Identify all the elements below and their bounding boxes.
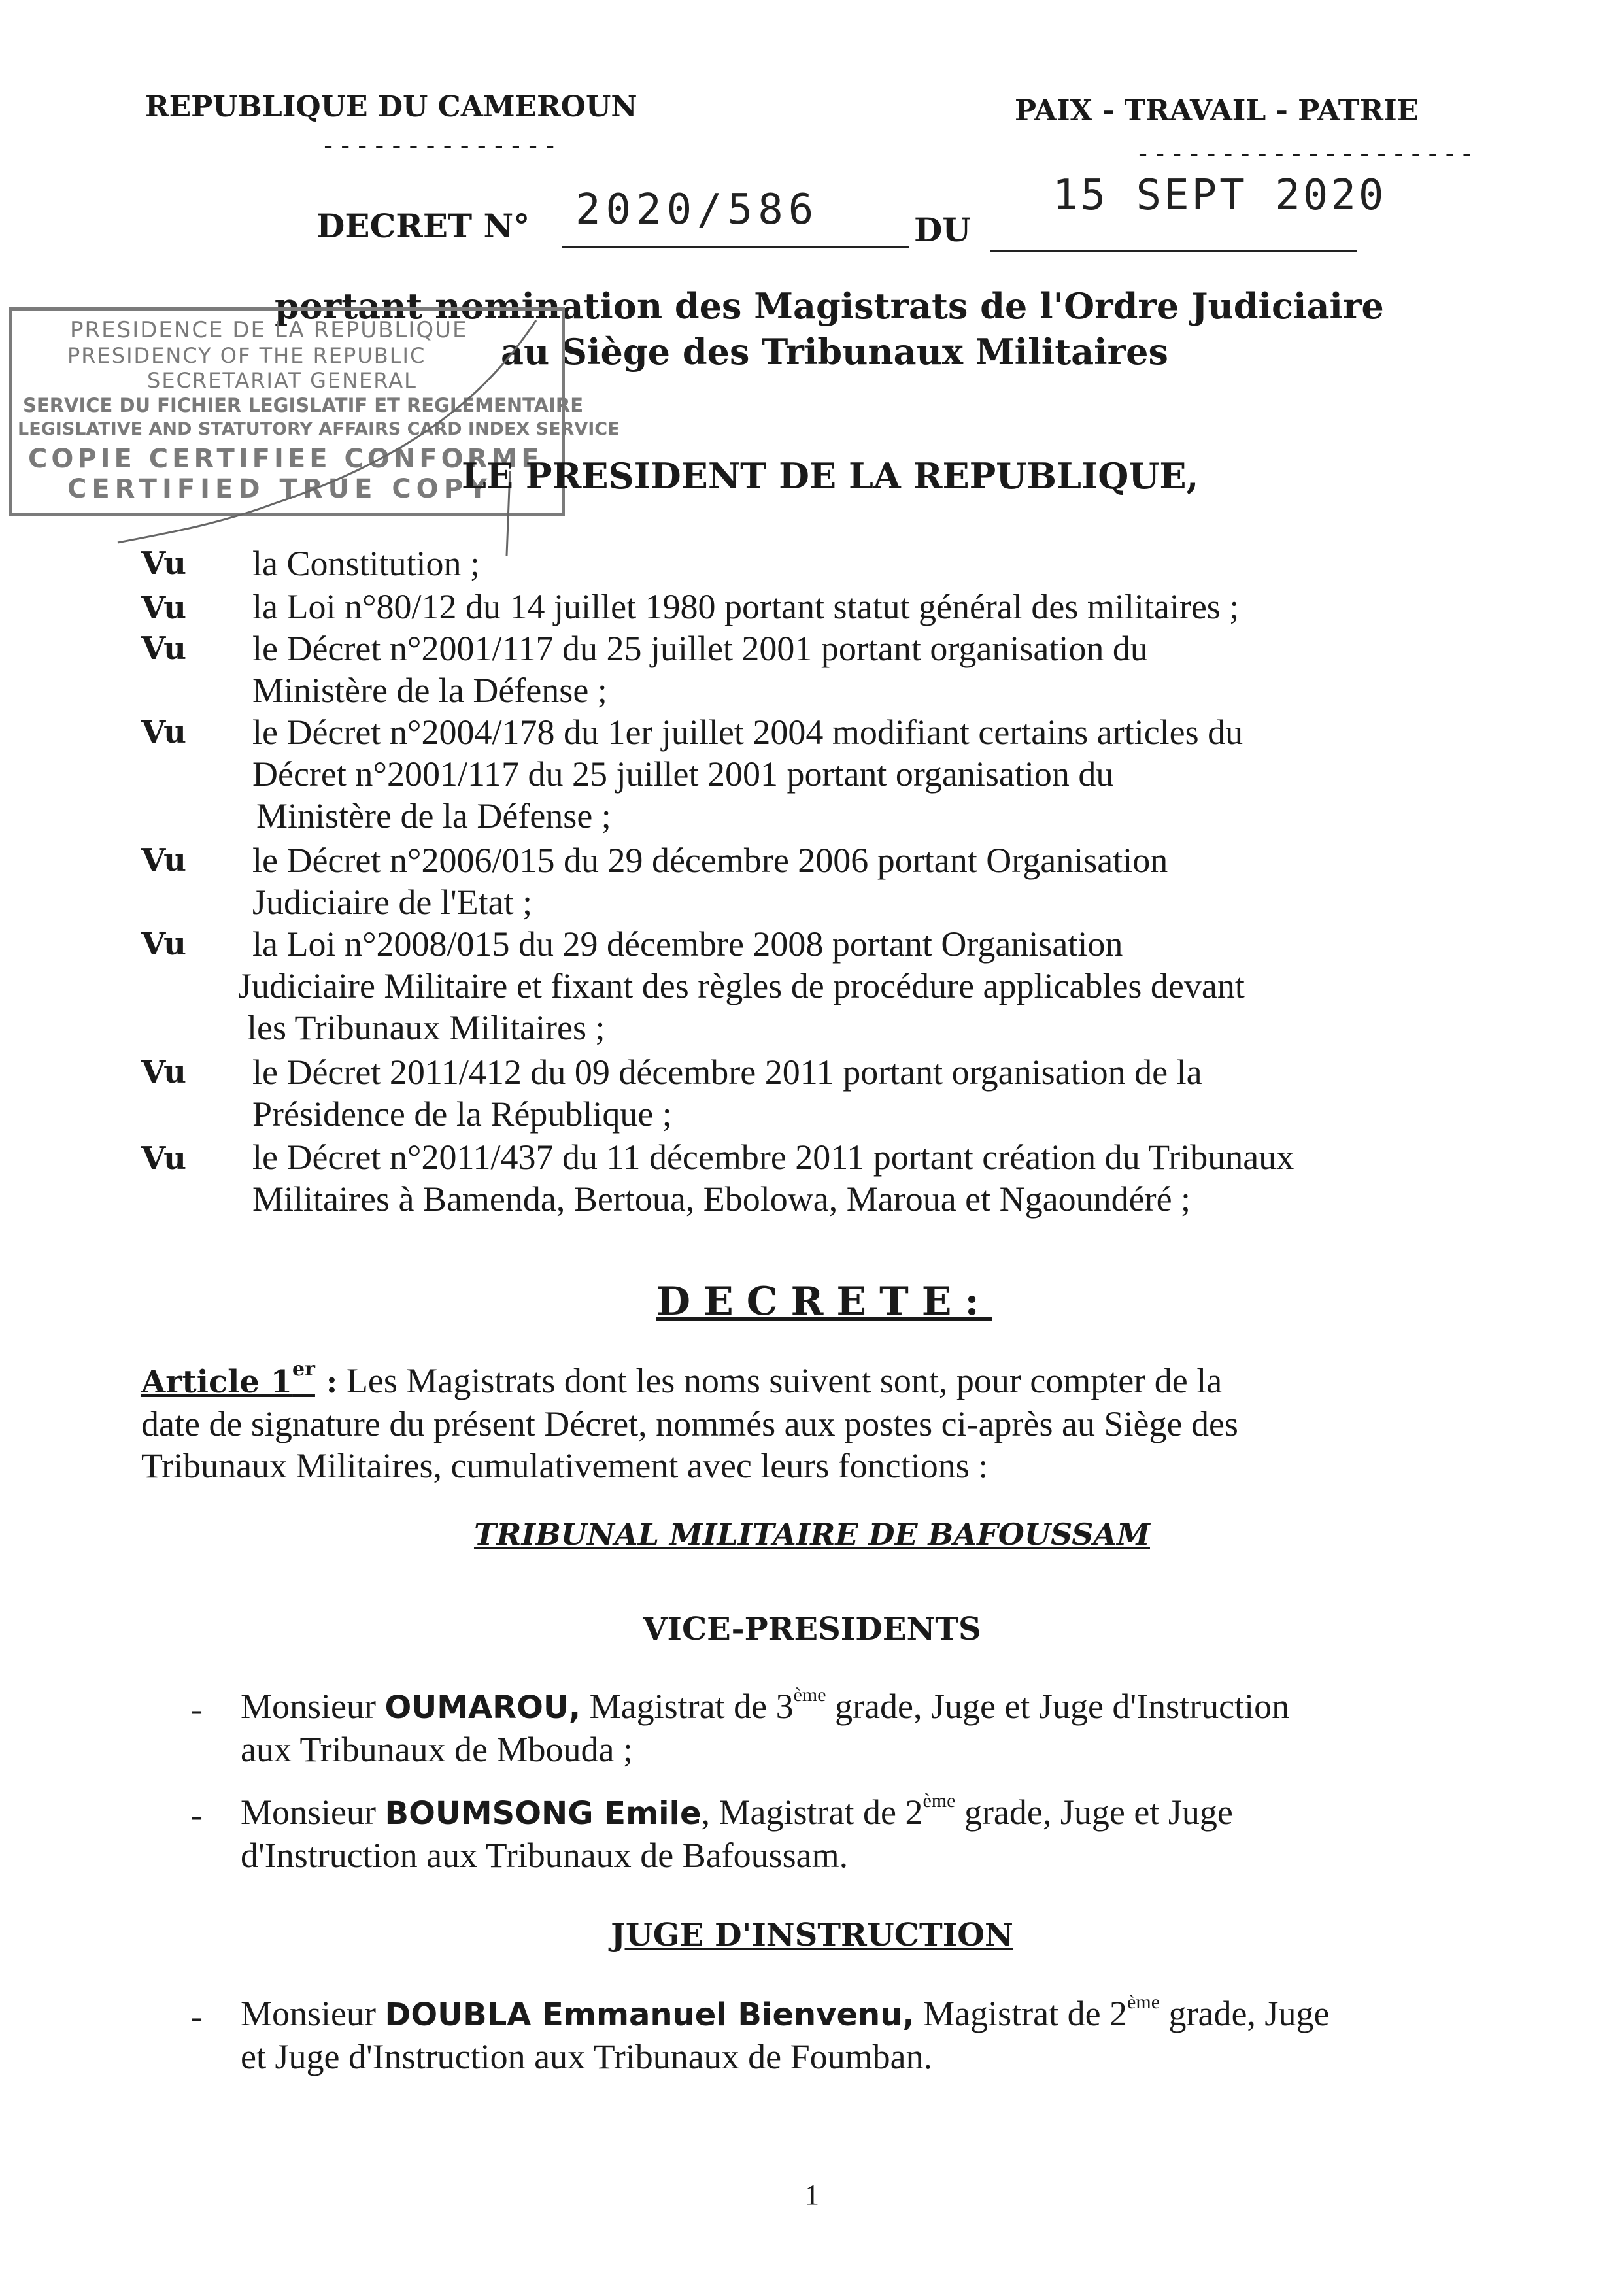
nominee-2: Monsieur BOUMSONG Emile, Magistrat de 2ème grade, Juge et Juge d'Instruction aux Tribunaux de Bafoussam.	[241, 1790, 1233, 1875]
vu-label-4: Vu	[141, 714, 187, 751]
stamp-line-2: PRESIDENCY OF THE REPUBLIC	[67, 343, 426, 368]
president-heading: LE PRESIDENT DE LA REPUBLIQUE,	[462, 455, 1199, 497]
section-juge-instruction: JUGE D'INSTRUCTION	[611, 1917, 1013, 1953]
bullet-3: -	[191, 1997, 203, 2036]
vu-label-5: Vu	[141, 842, 187, 879]
vu-item-8: le Décret n°2011/437 du 11 décembre 2011 portant création du Tribunaux Militaires à Bamenda, Bertoua, Ebolowa, Maroua et Ngaoundéré ;	[252, 1138, 1294, 1219]
vu-item-5: le Décret n°2006/015 du 29 décembre 2006 portant Organisation Judiciaire de l'Etat ;	[252, 841, 1168, 922]
vu-item-7: le Décret 2011/412 du 09 décembre 2011 portant organisation de la Présidence de la République ;	[252, 1053, 1202, 1134]
stamp-line-1: PRESIDENCE DE LA REPUBLIQUE	[70, 317, 468, 343]
stamp-signature-stroke	[78, 307, 588, 569]
article-1-label: Article 1er	[141, 1358, 315, 1400]
vu-label-1: Vu	[141, 545, 187, 582]
decree-number: 2020/586	[575, 186, 819, 234]
header-right: PAIX - TRAVAIL - PATRIE	[1015, 94, 1419, 127]
nominee-3: Monsieur DOUBLA Emmanuel Bienvenu, Magistrat de 2ème grade, Juge et Juge d'Instruction aux Tribunaux de Foumban.	[241, 1991, 1330, 2076]
decrete-heading: DECRETE:	[656, 1279, 992, 1324]
decree-du-label: DU	[914, 211, 971, 249]
tribunal-heading: TRIBUNAL MILITAIRE DE BAFOUSSAM	[473, 1517, 1150, 1552]
vu-label-3: Vu	[141, 630, 187, 667]
vu-label-2: Vu	[141, 590, 187, 626]
stamp-line-4: SERVICE DU FICHIER LEGISLATIF ET REGLEMENTAIRE	[23, 394, 584, 416]
stamp-line-5: LEGISLATIVE AND STATUTORY AFFAIRS CARD INDEX SERVICE	[18, 419, 620, 439]
bullet-1: -	[191, 1689, 203, 1729]
article-1: Article 1er : Les Magistrats dont les noms suivent sont, pour compter de la date de signature du présent Décret, nommés aux postes ci-après au Siège des Tribunaux Militaires, cumulativement avec leurs fonctions :	[141, 1358, 1238, 1485]
stamp-line-7: CERTIFIED TRUE COPY	[67, 474, 492, 504]
vu-label-7: Vu	[141, 1054, 187, 1090]
header-right-dashes: --------------------	[1135, 139, 1476, 169]
vu-item-6: la Loi n°2008/015 du 29 décembre 2008 portant Organisation Judiciaire Militaire et fixant des règles de procédure applicables devant les Tribunaux Militaires ;	[238, 924, 1245, 1047]
section-vice-presidents: VICE-PRESIDENTS	[643, 1611, 981, 1647]
vu-item-4: le Décret n°2004/178 du 1er juillet 2004 modifiant certains articles du Décret n°2001/117 du 25 juillet 2001 portant organisation du Ministère de la Défense ;	[252, 713, 1243, 835]
vu-item-3: le Décret n°2001/117 du 25 juillet 2001 portant organisation du Ministère de la Défense ;	[252, 629, 1148, 710]
header-left-dashes: --------------	[320, 131, 560, 161]
nominee-1: Monsieur OUMAROU, Magistrat de 3ème grade, Juge et Juge d'Instruction aux Tribunaux de Mbouda ;	[241, 1684, 1290, 1769]
vu-item-1: la Constitution ;	[252, 544, 481, 583]
decree-label: DECRET N°	[316, 207, 530, 245]
subject-line-2: au Siège des Tribunaux Militaires	[501, 331, 1168, 373]
vu-label-6: Vu	[141, 926, 187, 962]
header-left: REPUBLIQUE DU CAMEROUN	[145, 90, 637, 124]
page-number: 1	[805, 2179, 819, 2211]
subject-line-1: portant nomination des Magistrats de l'Ordre Judiciaire	[275, 285, 1384, 327]
stamp-line-6: COPIE CERTIFIEE CONFORME	[28, 444, 543, 474]
vu-item-2: la Loi n°80/12 du 14 juillet 1980 portant statut général des militaires ;	[252, 587, 1240, 626]
stamp-line-3: SECRETARIAT GENERAL	[147, 368, 417, 393]
decree-date: 15 SEPT 2020	[1053, 171, 1387, 220]
bullet-2: -	[191, 1795, 203, 1834]
vu-label-8: Vu	[141, 1140, 187, 1177]
